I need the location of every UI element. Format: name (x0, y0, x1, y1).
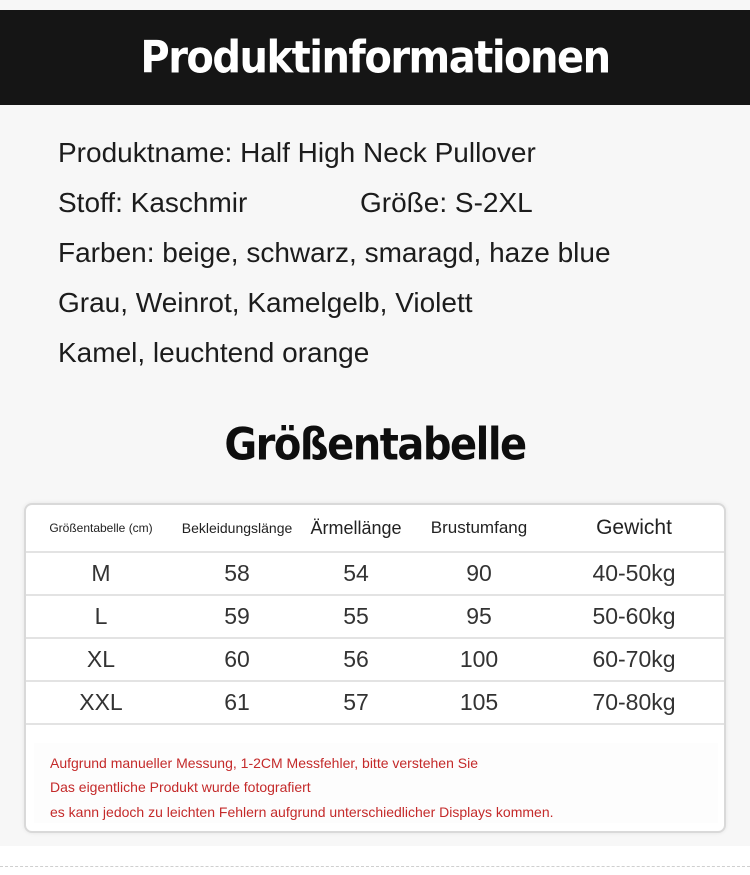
measurement-note (34, 743, 718, 823)
chest-cell: 100 (414, 638, 544, 681)
size-cell: XXL (26, 681, 176, 724)
sleeve-cell: 56 (298, 638, 414, 681)
header-size: Größentabelle (cm) (26, 505, 176, 552)
table-row (26, 552, 724, 595)
sleeve-cell: 54 (298, 552, 414, 595)
length-cell: 58 (176, 552, 298, 595)
header-title: Produktinformationen (140, 31, 610, 84)
length-cell: 60 (176, 638, 298, 681)
header-length: Bekleidungslänge (176, 505, 298, 552)
weight-cell: 40-50kg (544, 552, 724, 595)
header-weight: Gewicht (544, 505, 724, 552)
table-header-row (26, 505, 724, 552)
size-range: Größe: S-2XL (360, 187, 533, 218)
colors-line-1: Farben: beige, schwarz, smaragd, haze blue (58, 237, 611, 268)
size-chart-title: Größentabelle (224, 419, 526, 471)
table-row (26, 595, 724, 638)
table-row (26, 638, 724, 681)
weight-cell: 60-70kg (544, 638, 724, 681)
header-sleeve: Ärmellänge (298, 505, 414, 552)
product-name: Produktname: Half High Neck Pullover (58, 137, 536, 168)
weight-cell: 70-80kg (544, 681, 724, 724)
length-cell: 59 (176, 595, 298, 638)
size-chart-card (24, 503, 726, 833)
chest-cell: 105 (414, 681, 544, 724)
note-line-3: es kann jedoch zu leichten Fehlern aufgrund unterschiedlicher Displays kommen. (50, 804, 554, 820)
size-table (26, 505, 724, 725)
note-line-1: Aufgrund manueller Messung, 1-2CM Messfehler, bitte verstehen Sie (50, 755, 478, 771)
header-chest: Brustumfang (414, 505, 544, 552)
table-row (26, 681, 724, 724)
fabric-size-line (58, 178, 611, 228)
note-line-2: Das eigentliche Produkt wurde fotografiert (50, 779, 311, 795)
size-cell: XL (26, 638, 176, 681)
header-banner (0, 10, 750, 105)
length-cell: 61 (176, 681, 298, 724)
size-cell: L (26, 595, 176, 638)
footer-strip (0, 846, 750, 875)
sleeve-cell: 55 (298, 595, 414, 638)
sleeve-cell: 57 (298, 681, 414, 724)
colors-line-2: Grau, Weinrot, Kamelgelb, Violett (58, 287, 473, 318)
chest-cell: 90 (414, 552, 544, 595)
fabric: Stoff: Kaschmir (58, 187, 248, 218)
colors-line-3: Kamel, leuchtend orange (58, 337, 370, 368)
product-info (58, 128, 611, 378)
size-cell: M (26, 552, 176, 595)
dashed-divider (0, 866, 750, 867)
weight-cell: 50-60kg (544, 595, 724, 638)
chest-cell: 95 (414, 595, 544, 638)
